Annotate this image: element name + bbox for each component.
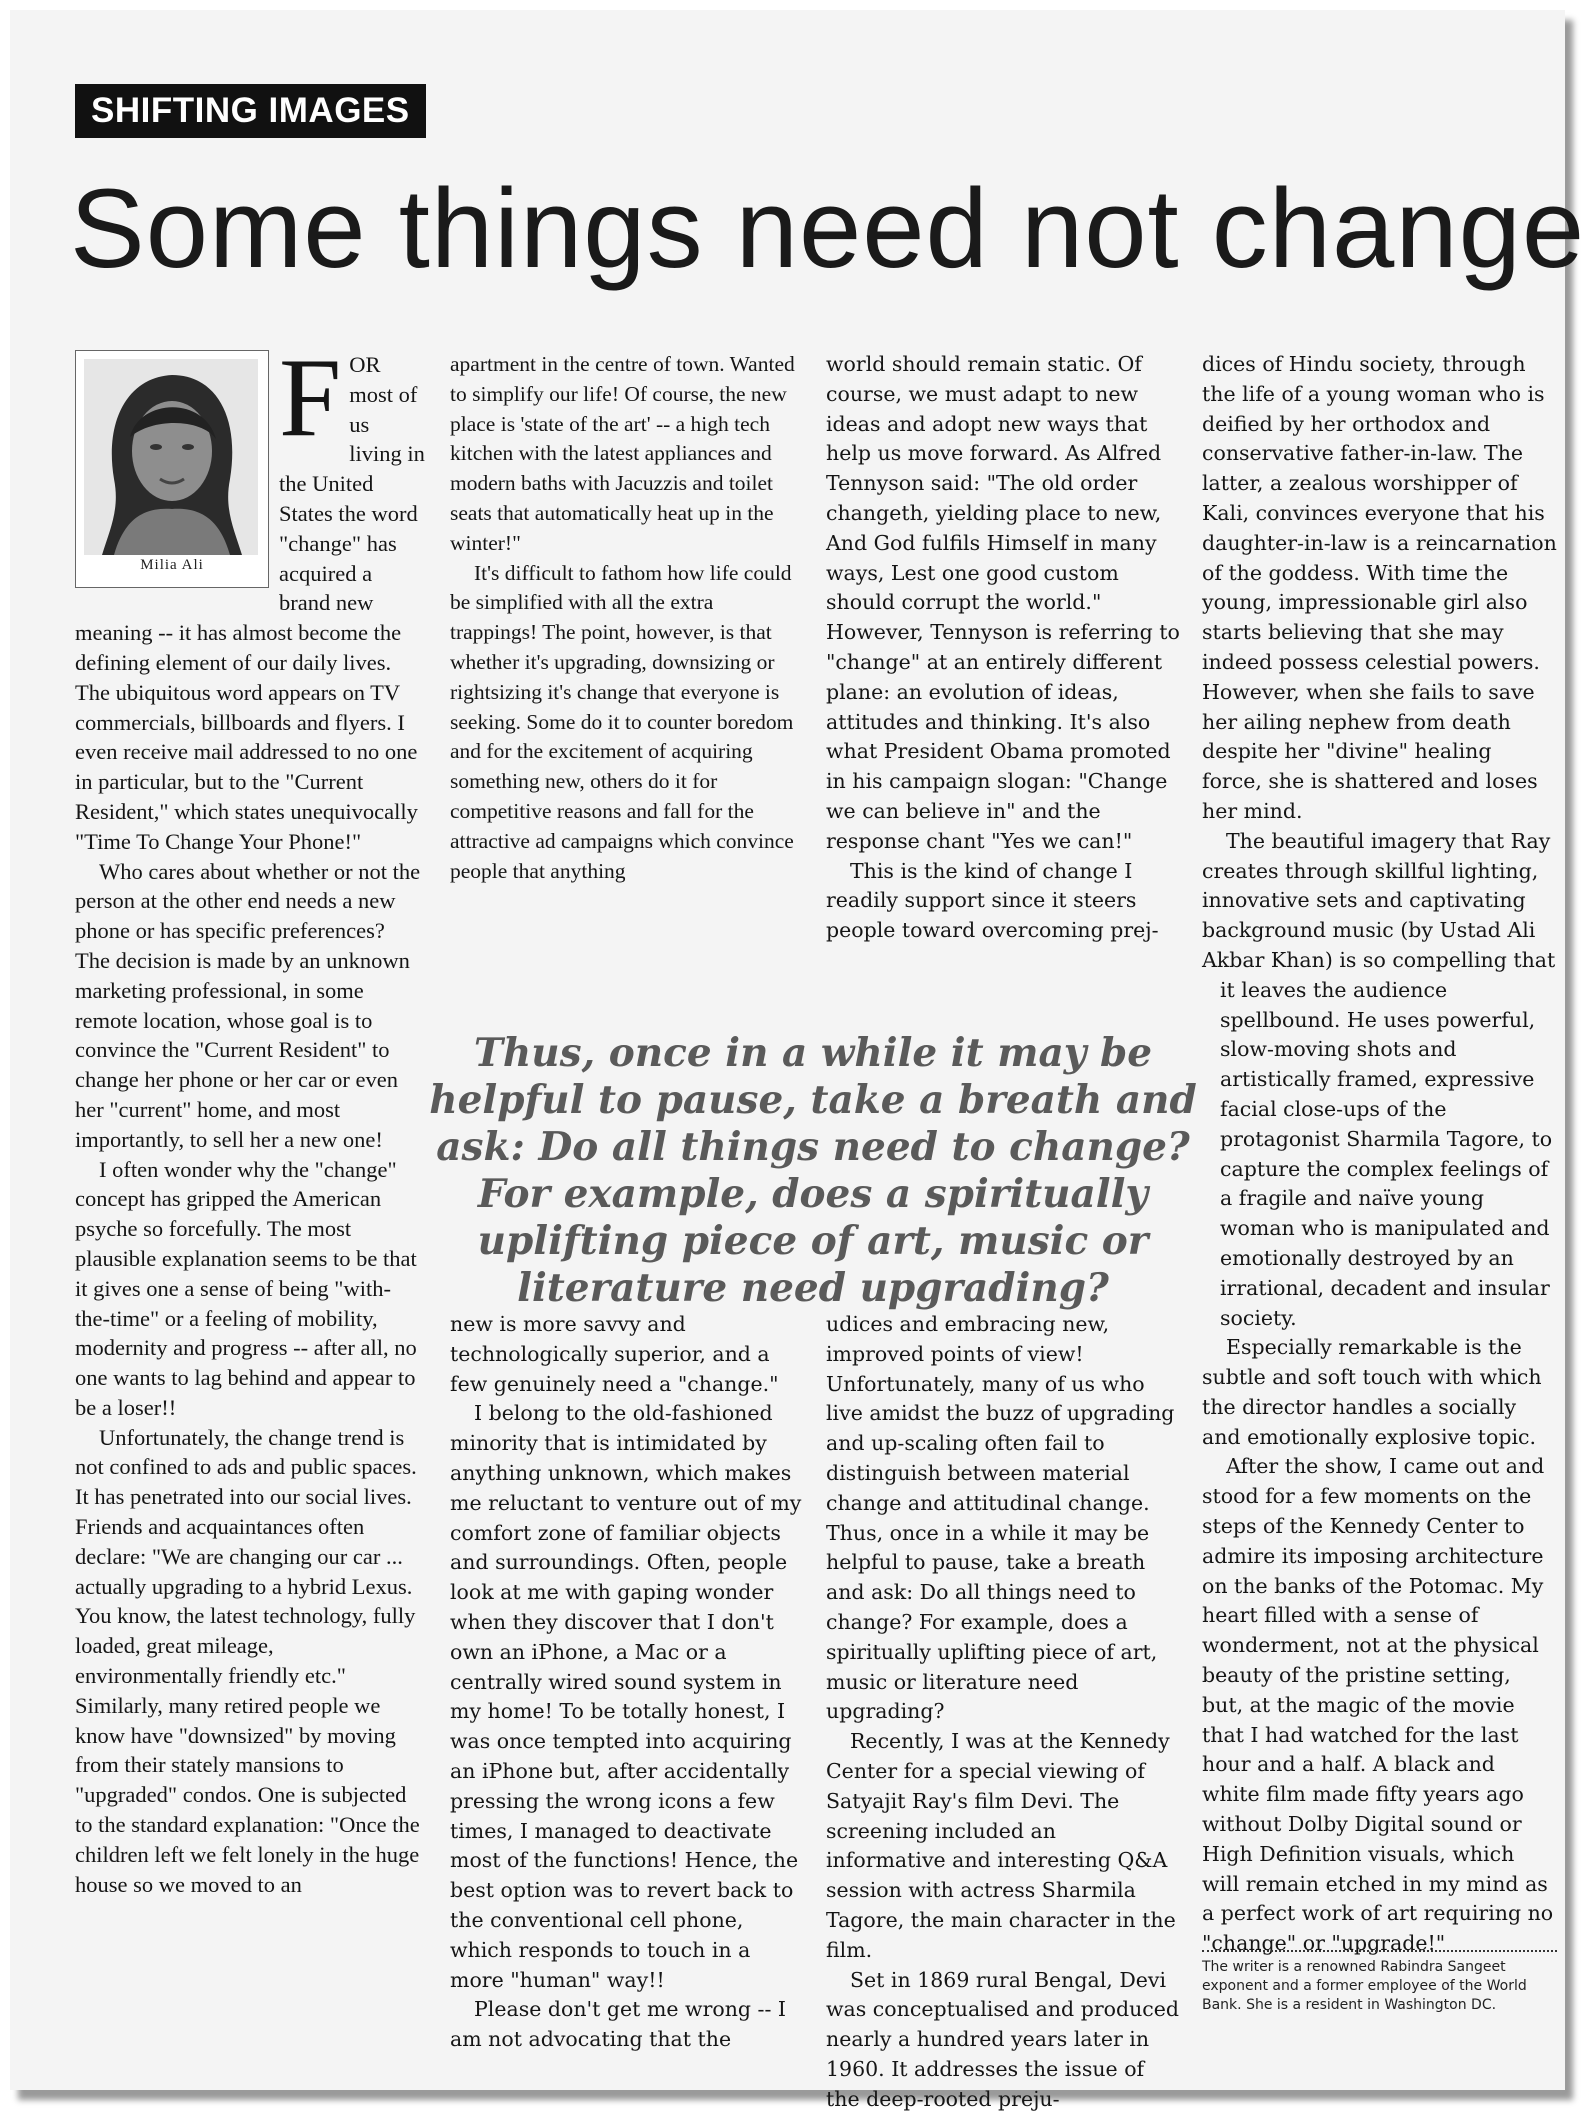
paragraph: new is more savvy and technologically superior, and a few genuinely need a "change.": [450, 1312, 779, 1396]
column-4: [1202, 350, 1557, 1956]
column-2-bottom: [450, 1310, 805, 2085]
paragraph: It's difficult to fathom how life could be simplified with all the extra trappings! The point, however, is that whether it's upgrading, downsizing or rightsizing it's change that everyone is seeking. Some do it to counter boredom and for the excitement of acquiring something new, others do it for competitive reasons and fall for the attractive ad campaigns which convince people that anything: [450, 560, 794, 883]
paragraph: apartment in the centre of town. Wanted to simplify our life! Of course, the new place is 'state of the art' -- a high tech kitchen with the latest appliances and modern baths with Jacuzzis and toilet seats that automatically heat up in the winter!": [450, 352, 795, 555]
column-3-bottom: [826, 1310, 1181, 2111]
author-photo: [75, 350, 269, 588]
paragraph: udices and embracing new, improved points of view! Unfortunately, many of us who live amidst the buzz of upgrading and up-scaling often fail to distinguish between material change and attitudinal change. Thus, once in a while it may be helpful to pause, take a breath and ask: Do all things need to change? For example, does a spiritually uplifting piece of art, music or literature need upgrading?: [826, 1312, 1175, 1724]
column-3-top: [826, 350, 1181, 950]
author-caption: Milia Ali: [140, 557, 204, 574]
paragraph: world should remain static. Of course, we must adapt to new ideas and adopt new ways that help us move forward. As Alfred Tennyson said: "The old order changeth, yielding place to new, And God fulfils Himself in many ways, Lest one good custom should corrupt the world." However, Tennyson is referring to "change" at an entirely different plane: an evolution of ideas, attitudes and thinking. It's also what President Obama promoted in his campaign slogan: "Change we can believe in" and the response chant "Yes we can!": [826, 352, 1180, 853]
paragraph: Please don't get me wrong -- I am not advocating that the: [450, 1997, 787, 2052]
paragraph: This is the kind of change I readily support since it steers people toward overcoming prej-: [826, 858, 1159, 943]
column-2-top: [450, 350, 805, 990]
author-portrait-image: [84, 359, 258, 555]
paragraph: dices of Hindu society, through the life of a young woman who is deified by her orthodox and conservative father-in-law. The latter, a zealous worshipper of Kali, convinces everyone that his daughter-in-law is a reincarnation of the goddess. With time the young, impressionable girl also starts believing that she may indeed possess celestial powers. However, when she fails to save her ailing nephew from death despite her "divine" healing force, she is shattered and loses her mind.: [1202, 352, 1557, 823]
drop-cap: F: [279, 336, 342, 460]
paragraph: Especially remarkable is the subtle and soft touch with which the director handles a socially and emotionally explosive topic.: [1202, 1335, 1542, 1449]
paragraph: Unfortunately, the change trend is not confined to ads and public spaces. It has penetrated into our social lives. Friends and acquaintances often declare: "We are changing our car ... actually upgrading to a hybrid Lexus. You know, the latest technology, fully loaded, great mileage, environmentally friendly etc." Similarly, many retired people we know have "downsized" by moving from their stately mansions to "upgraded" condos. One is subjected to the standard explanation: "Once the children left we felt lonely in the huge house so we moved to an: [75, 1424, 420, 1897]
paragraph: I belong to the old-fashioned minority that is intimidated by anything unknown, which makes me reluctant to venture out of my comfort zone of familiar objects and surroundings. Often, people look at me with gaping wonder when they discover that I don't own an iPhone, a Mac or a centrally wired sound system in my home! To be totally honest, I was once tempted into acquiring an iPhone but, after accidentally pressing the wrong icons a few times, I managed to deactivate most of the functions! Hence, the best option was to revert back to the conventional cell phone, which responds to touch in a more "human" way!!: [450, 1401, 802, 1992]
column-1: [75, 336, 425, 2085]
credit-divider: [1202, 1950, 1557, 1952]
paragraph: The beautiful imagery that Ray creates through skillful lighting, innovative sets and captivating background music (by Ustad Ali Akbar Khan) is so compelling that: [1202, 828, 1556, 972]
section-label: SHIFTING IMAGES: [75, 84, 426, 138]
headline: Some things need not change: [70, 166, 1586, 291]
paragraph: After the show, I came out and stood for a few moments on the steps of the Kennedy Center to admire its imposing architecture on the banks of the Potomac. My heart filled with a sense of wonderment, not at the physical beauty of the pristine setting, but, at the magic of the movie that I had watched for the last hour and a half. A black and white film made fifty years ago without Dolby Digital sound or High Definition visuals, which will remain etched in my mind as a perfect work of art requiring no "change" or "upgrade!": [1202, 1454, 1554, 1956]
pull-quote: Thus, once in a while it may be helpful to pause, take a breath and ask: Do all things need to change? For example, does a spiritually uplifting piece of art, music or literature need upgrading?: [429, 1030, 1197, 1311]
paragraph: Recently, I was at the Kennedy Center for a special viewing of Satyajit Ray's film Devi. The screening included an informative and interesting Q&A session with actress Sharmila Tagore, the main character in the film.: [826, 1729, 1176, 1962]
paragraph: Who cares about whether or not the person at the other end needs a new phone or has specific preferences? The decision is made by an unknown marketing professional, in some remote location, whose goal is to convince the "Current Resident" to change her phone or her car or even her "current" home, and most importantly, to sell her a new one!: [75, 858, 421, 1152]
paragraph: it leaves the audience spellbound. He uses powerful, slow-moving shots and artistically framed, expressive facial close-ups of the protagonist Sharmila Tagore, to capture the complex feelings of a fragile and naïve young woman who is manipulated and emotionally destroyed by an irrational, decadent and insular society.: [1220, 977, 1553, 1330]
paragraph: I often wonder why the "change" concept has gripped the American psyche so forcefully. The most plausible explanation seems to be that it gives one a sense of being "with-the-time" or a feeling of mobility, modernity and progress -- after all, no one wants to lag behind and appear to be a loser!!: [75, 1156, 417, 1420]
paragraph: Set in 1869 rural Bengal, Devi was conceptualised and produced nearly a hundred years later in 1960. It addresses the issue of the deep-rooted preju-: [826, 1967, 1180, 2111]
author-credit: The writer is a renowned Rabindra Sangeet exponent and a former employee of the World Bank. She is a resident in Washington DC.: [1202, 1959, 1527, 2013]
paragraph: OR most of us living in the United States the word "change" has acquired a brand new meaning -- it has almost become the defining element of our daily lives. The ubiquitous word appears on TV commercials, billboards and flyers. I even receive mail addressed to no one in particular, but to the "Current Resident," which states unequivocally "Time To Change Your Phone!": [75, 352, 425, 854]
